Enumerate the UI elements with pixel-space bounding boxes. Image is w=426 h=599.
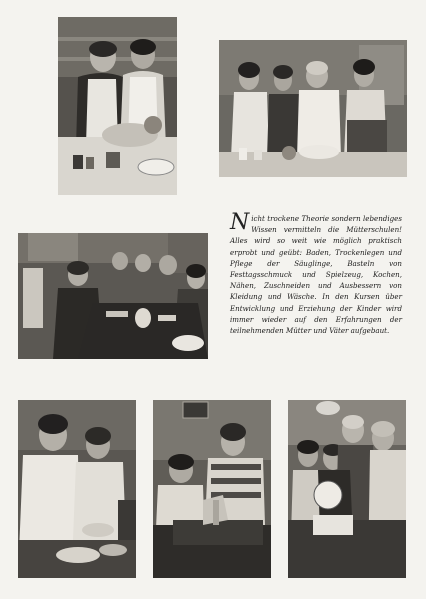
drop-cap: N <box>230 210 250 235</box>
group-demonstration-photo <box>219 40 407 177</box>
sewing-machine-photo <box>153 400 271 578</box>
parents-discussion-photo <box>288 400 406 578</box>
article-text <box>230 210 402 336</box>
cooking-photo <box>18 400 136 578</box>
table-crafts-photo <box>18 233 208 359</box>
article-body: icht trockene Theorie sondern lebendiges Wissen vermitteln die Mütterschulen! Alles wird so weit wie möglich praktisch erprobt und geübt: Baden, Trockenlegen und Pflege der Säuglinge, Basteln von Festtagsschmuck und Spielzeug, Kochen, Nähen, Zuschneiden und Ausbessern von Kleidung und Wäsche. In den Kursen über Entwicklung und Erziehung der Kinder wird immer wieder auf den Erfahrungen der teilnehmenden Mütter und Väter aufgebaut. <box>230 214 402 336</box>
baby-care-photo <box>58 17 177 195</box>
